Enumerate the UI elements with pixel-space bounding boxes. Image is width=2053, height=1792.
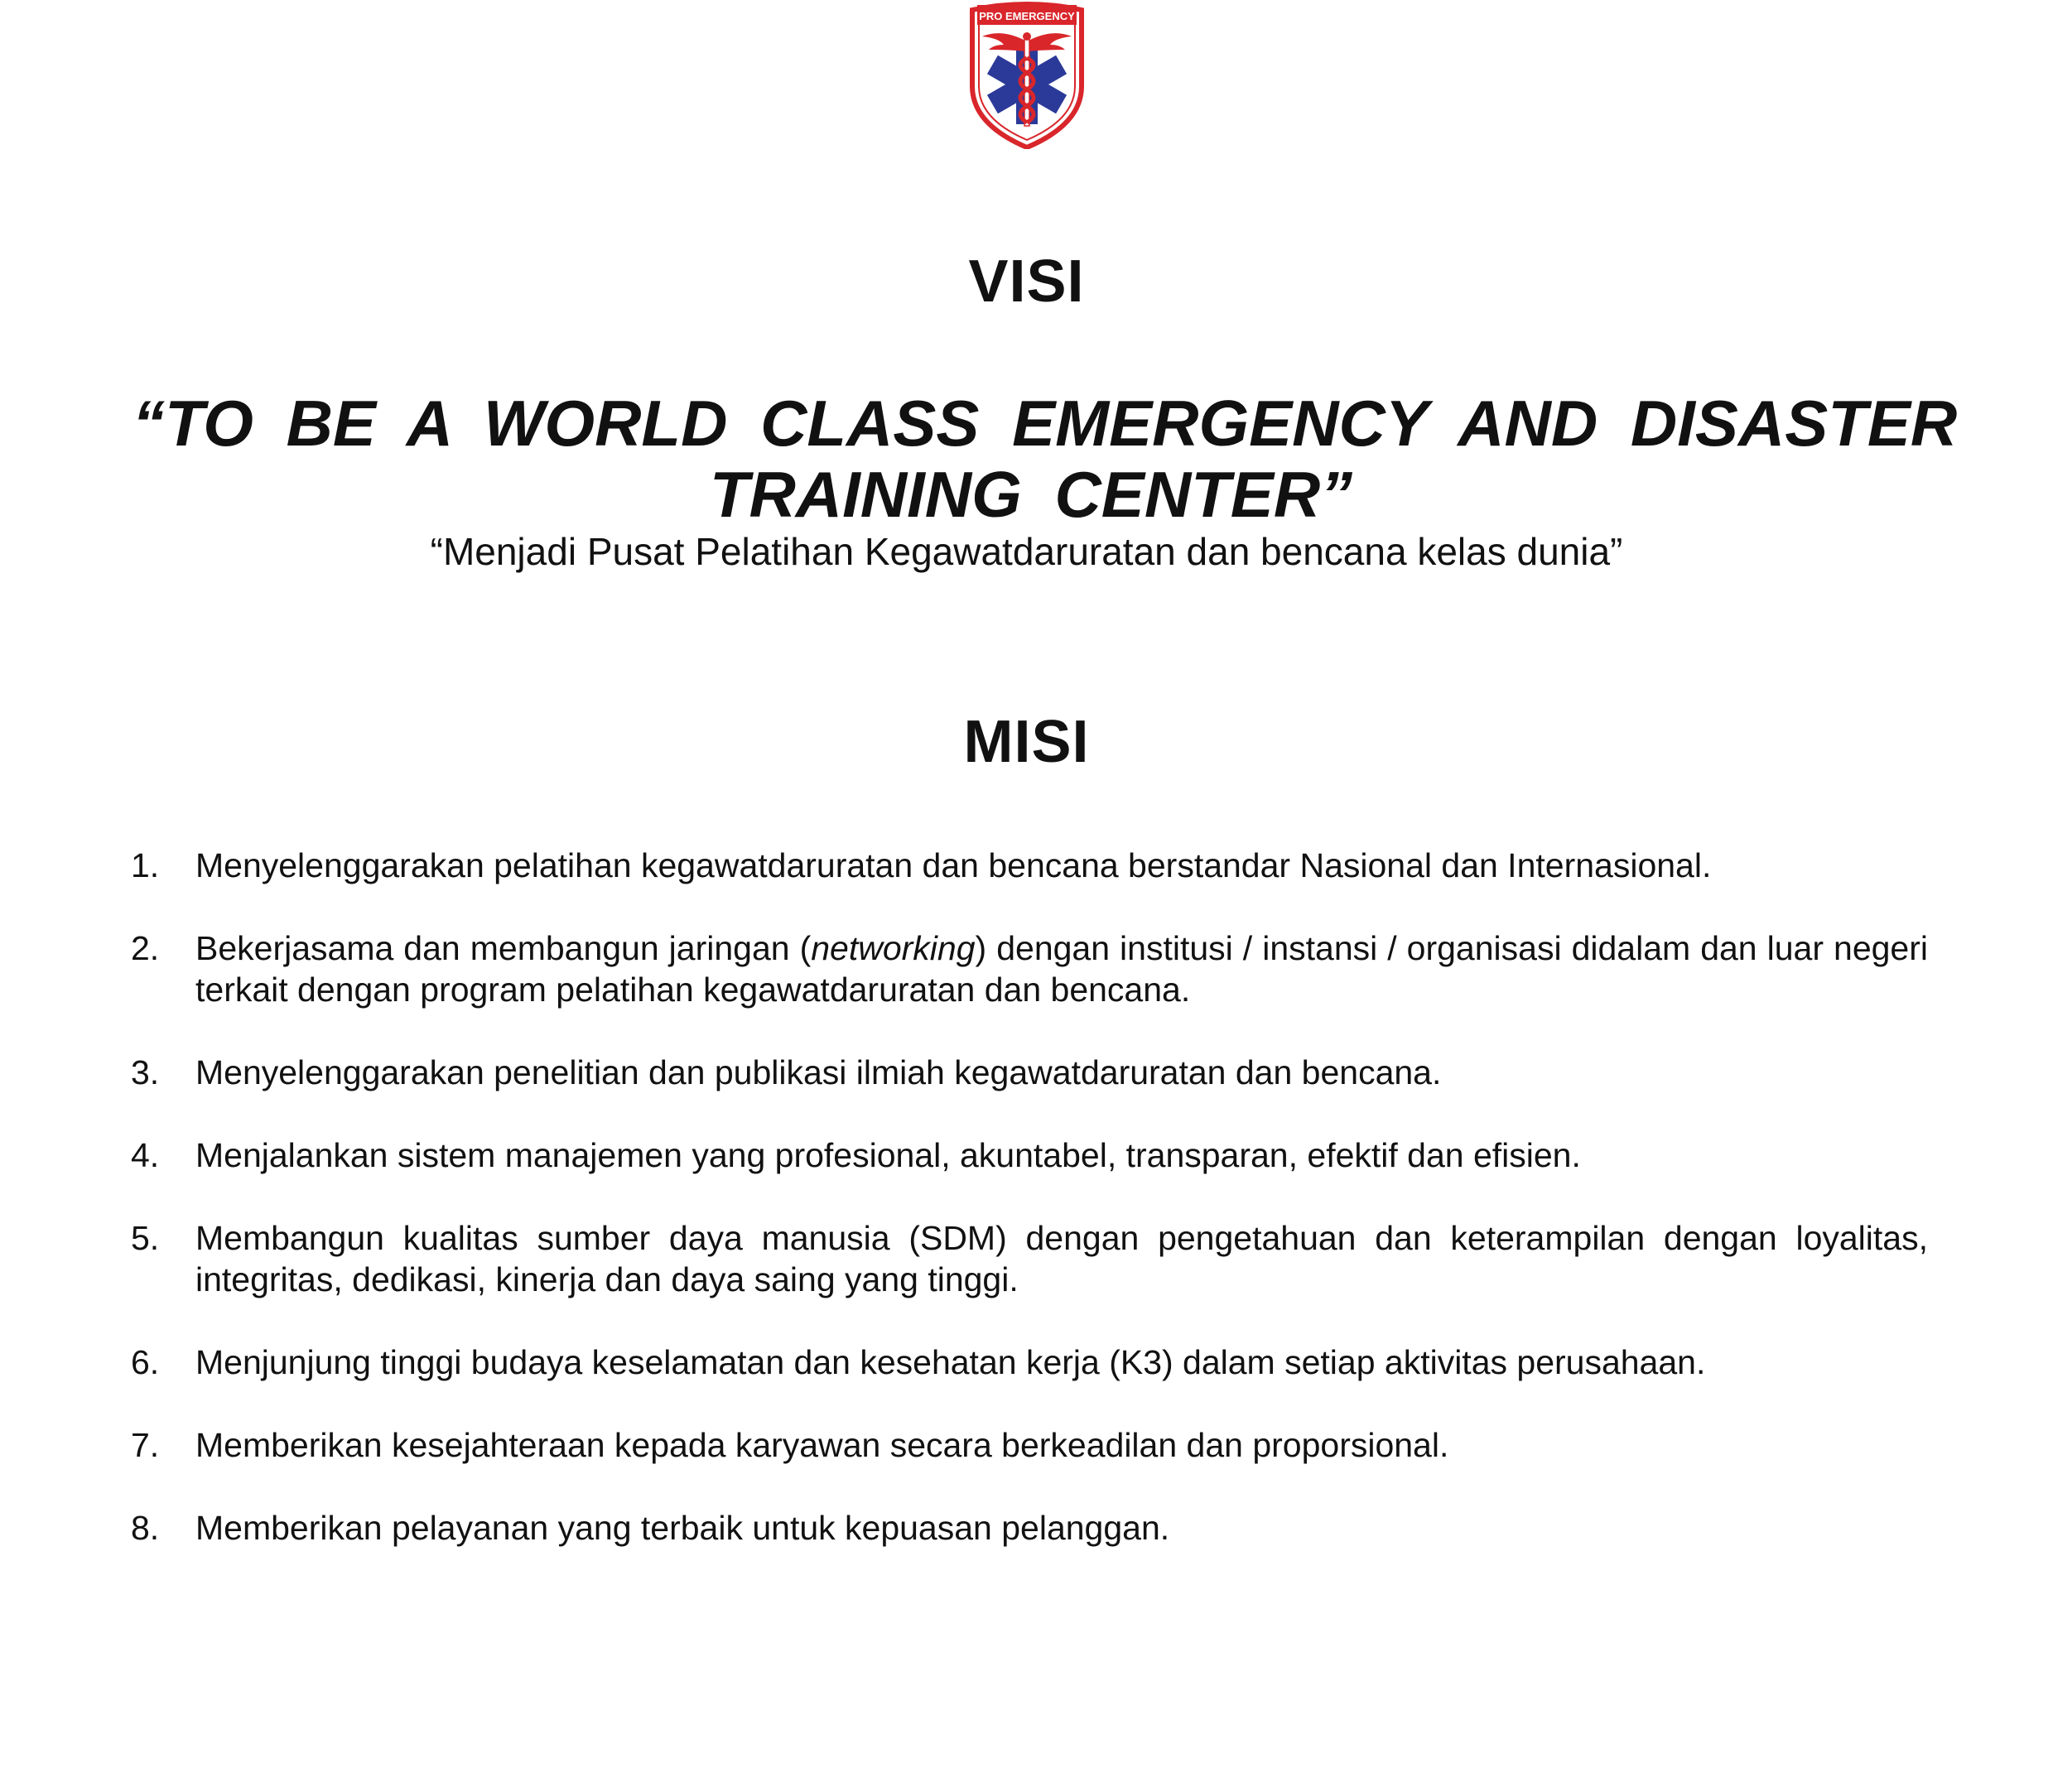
misi-heading: MISI xyxy=(963,709,1090,775)
mission-item-5 xyxy=(131,1217,1928,1300)
mission-number: 1. xyxy=(131,846,160,884)
mission-item-4 xyxy=(131,1134,1928,1176)
mission-number: 7. xyxy=(131,1426,160,1464)
mission-item-8 xyxy=(131,1507,1928,1549)
pro-emergency-logo xyxy=(961,0,1093,149)
mission-item-6 xyxy=(131,1342,1928,1383)
mission-number: 5. xyxy=(131,1219,160,1257)
mission-item-1 xyxy=(131,845,1928,886)
mission-text: Menyelenggarakan pelatihan kegawatdaruratan dan bencana berstandar Nasional dan Internasional. xyxy=(195,846,1712,884)
mission-text-italic: networking xyxy=(811,929,976,967)
vision-statement-line-1: “TO BE A WORLD CLASS EMERGENCY AND DISASTER xyxy=(133,387,1958,460)
mission-text: Membangun kualitas sumber daya manusia (SDM) dengan pengetahuan dan keterampilan dengan loyalitas, integritas, dedikasi, kinerja dan daya saing yang tinggi. xyxy=(195,1219,1928,1298)
mission-number: 8. xyxy=(131,1509,160,1547)
visi-heading: VISI xyxy=(968,248,1085,315)
mission-number: 2. xyxy=(131,929,160,967)
vision-statement-line-2: TRAINING CENTER” xyxy=(709,458,1353,531)
mission-text: Menyelenggarakan penelitian dan publikasi ilmiah kegawatdaruratan dan bencana. xyxy=(195,1053,1442,1091)
mission-text: Memberikan pelayanan yang terbaik untuk kepuasan pelanggan. xyxy=(195,1509,1170,1547)
vision-translation: “Menjadi Pusat Pelatihan Kegawatdaruratan dan bencana kelas dunia” xyxy=(430,530,1623,573)
mission-number: 6. xyxy=(131,1343,160,1381)
vision-statement xyxy=(133,387,1958,531)
mission-text-part: Bekerjasama dan membangun jaringan ( xyxy=(195,929,812,967)
mission-item-7 xyxy=(131,1424,1928,1466)
mission-text xyxy=(195,929,1928,1009)
mission-item-2 xyxy=(131,927,1928,1010)
mission-item-3 xyxy=(131,1052,1928,1093)
mission-text: Menjunjung tinggi budaya keselamatan dan kesehatan kerja (K3) dalam setiap aktivitas perusahaan. xyxy=(195,1343,1706,1381)
mission-text: Memberikan kesejahteraan kepada karyawan secara berkeadilan dan proporsional. xyxy=(195,1426,1449,1464)
mission-number: 3. xyxy=(131,1053,160,1091)
logo-text: PRO EMERGENCY xyxy=(979,10,1075,22)
mission-text: Menjalankan sistem manajemen yang profesional, akuntabel, transparan, efektif dan efisien. xyxy=(195,1136,1581,1174)
mission-text-part: ) dengan institusi / instansi / organisasi didalam dan luar negeri terkait dengan program pelatihan kegawatdaruratan dan bencana. xyxy=(195,929,1928,1009)
mission-number: 4. xyxy=(131,1136,160,1174)
mission-list xyxy=(131,845,1928,1590)
